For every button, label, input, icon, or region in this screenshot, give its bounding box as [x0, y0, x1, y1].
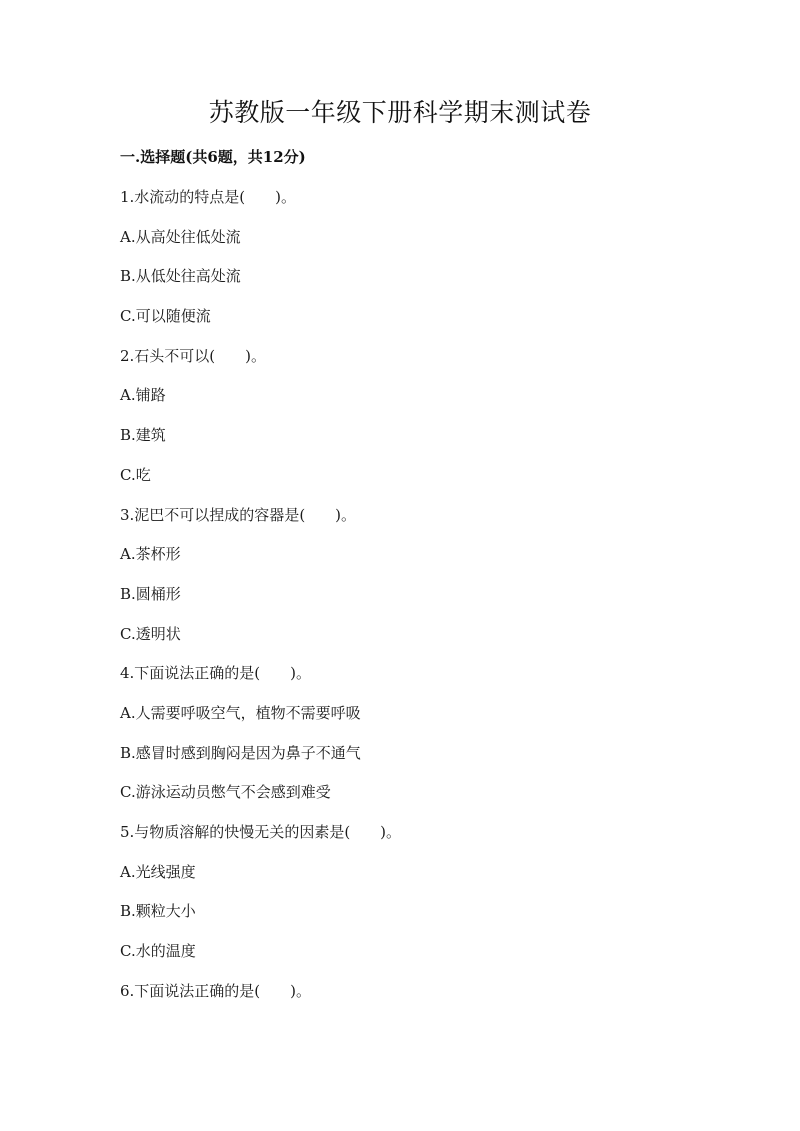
question-option: C.水的温度 [120, 942, 196, 961]
question-option: B.感冒时感到胸闷是因为鼻子不通气 [120, 743, 361, 762]
question-stem: 5.与物质溶解的快慢无关的因素是( )。 [120, 823, 402, 841]
section-heading: 一.选择题(共6题，共12分) [120, 148, 306, 166]
question-option: B.从低处往高处流 [120, 267, 241, 286]
question-option: A.铺路 [120, 386, 166, 405]
question-option: A.从高处往低处流 [120, 227, 241, 246]
question-list [120, 186, 720, 1019]
question-stem: 4.下面说法正确的是( )。 [120, 664, 312, 683]
question-stem: 1.水流动的特点是( )。 [120, 188, 297, 206]
question-stem: 2.石头不可以( )。 [120, 346, 267, 365]
page-title: 苏教版一年级下册科学期末测试卷 [208, 98, 592, 127]
question-option: A.茶杯形 [120, 545, 181, 564]
question-stem: 3.泥巴不可以捏成的容器是( )。 [120, 505, 357, 524]
question-option: B.颗粒大小 [120, 902, 196, 921]
question-stem: 6.下面说法正确的是( )。 [120, 981, 312, 1000]
question-option: A.光线强度 [120, 862, 196, 881]
question-option: B.圆桶形 [120, 584, 181, 603]
question-option: C.透明状 [120, 624, 181, 643]
question-option: C.游泳运动员憋气不会感到难受 [120, 783, 331, 802]
question-option: C.可以随便流 [120, 307, 211, 326]
question-option: C.吃 [120, 465, 151, 484]
question-option: A.人需要呼吸空气，植物不需要呼吸 [120, 703, 361, 722]
question-option: B.建筑 [120, 426, 166, 445]
